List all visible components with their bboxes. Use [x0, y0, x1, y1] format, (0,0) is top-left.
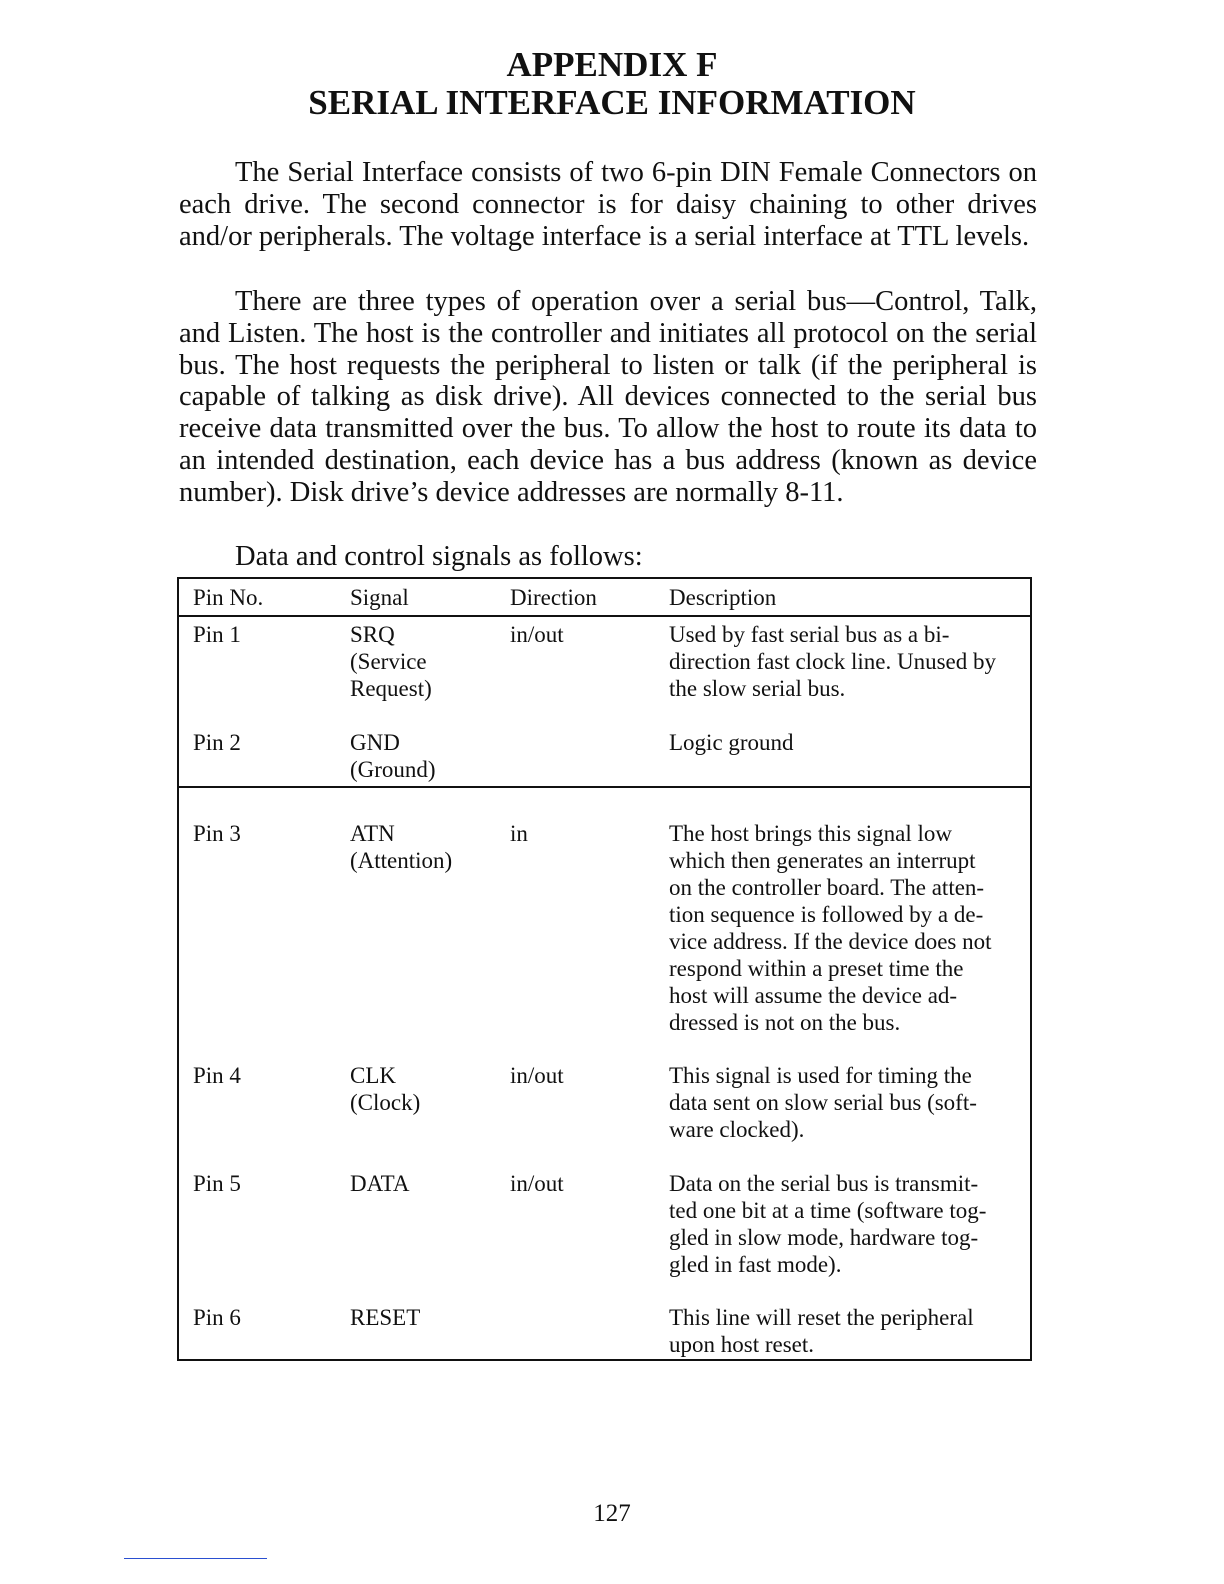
row-pin-2-pin: Pin 2 [193, 730, 241, 755]
row-pin-5-signal: DATA [350, 1171, 410, 1196]
row-pin-2-description: Logic ground [669, 730, 794, 755]
header-description: Description [669, 585, 777, 610]
header-signal: Signal [350, 585, 409, 610]
table-section-divider [177, 786, 1032, 788]
appendix-label: APPENDIX F [506, 45, 718, 84]
row-pin-4-description: This signal is used for timing the data sent on slow serial bus (soft- ware clocked). [669, 1063, 977, 1142]
row-pin-3-signal: ATN (Attention) [350, 821, 453, 873]
row-pin-6-pin: Pin 6 [193, 1305, 241, 1330]
row-pin-6-description: This line will reset the peripheral upon host reset. [669, 1305, 974, 1357]
row-pin-1-direction: in/out [510, 622, 564, 647]
paragraph-connectors: The Serial Interface consists of two 6-pin DIN Female Connectors on each drive. The second connector is for daisy chaining to other drives and/or peripherals. The voltage interface is a serial interface at TTL levels. [179, 157, 1037, 252]
header-direction: Direction [510, 585, 597, 610]
row-pin-2-signal: GND (Ground) [350, 730, 436, 782]
row-pin-1-signal: SRQ (Service Request) [350, 622, 432, 701]
paragraph-operation-types: There are three types of operation over a serial bus—Control, Talk, and Listen. The host is the controller and initiates all protocol on the serial bus. The host requests the peripheral to listen or talk (if the peripheral is capable of talking as disk drive). All devices connected to the serial bus receive data transmitted over the bus. To allow the host to route its data to an intended destination, each device has a bus address (known as device number). Disk drive’s device addresses are normally 8-11. [179, 286, 1037, 508]
scan-edge-mark [124, 1558, 267, 1559]
row-pin-3-description: The host brings this signal low which then generates an interrupt on the controller board. The atten- tion sequence is followed by a de- vice address. If the device does not respond within a preset time the host will assume the device ad- dressed is not on the bus. [669, 821, 992, 1035]
header-pin-no: Pin No. [193, 585, 264, 610]
row-pin-5-pin: Pin 5 [193, 1171, 241, 1196]
row-pin-3-pin: Pin 3 [193, 821, 241, 846]
row-pin-5-direction: in/out [510, 1171, 564, 1196]
row-pin-3-direction: in [510, 821, 528, 846]
row-pin-1-pin: Pin 1 [193, 622, 241, 647]
paragraph-table-intro: Data and control signals as follows: [235, 541, 643, 572]
row-pin-1-description: Used by fast serial bus as a bi- direction fast clock line. Unused by the slow serial bus. [669, 622, 997, 701]
table-header-divider [177, 615, 1032, 617]
row-pin-5-description: Data on the serial bus is transmit- ted one bit at a time (software tog- gled in slow mode, hardware tog- gled in fast mode). [669, 1171, 987, 1277]
row-pin-4-pin: Pin 4 [193, 1063, 241, 1088]
row-pin-6-signal: RESET [350, 1305, 421, 1330]
page-title: SERIAL INTERFACE INFORMATION [308, 83, 916, 122]
page-number: 127 [593, 1500, 631, 1527]
row-pin-4-direction: in/out [510, 1063, 564, 1088]
row-pin-4-signal: CLK (Clock) [350, 1063, 421, 1115]
